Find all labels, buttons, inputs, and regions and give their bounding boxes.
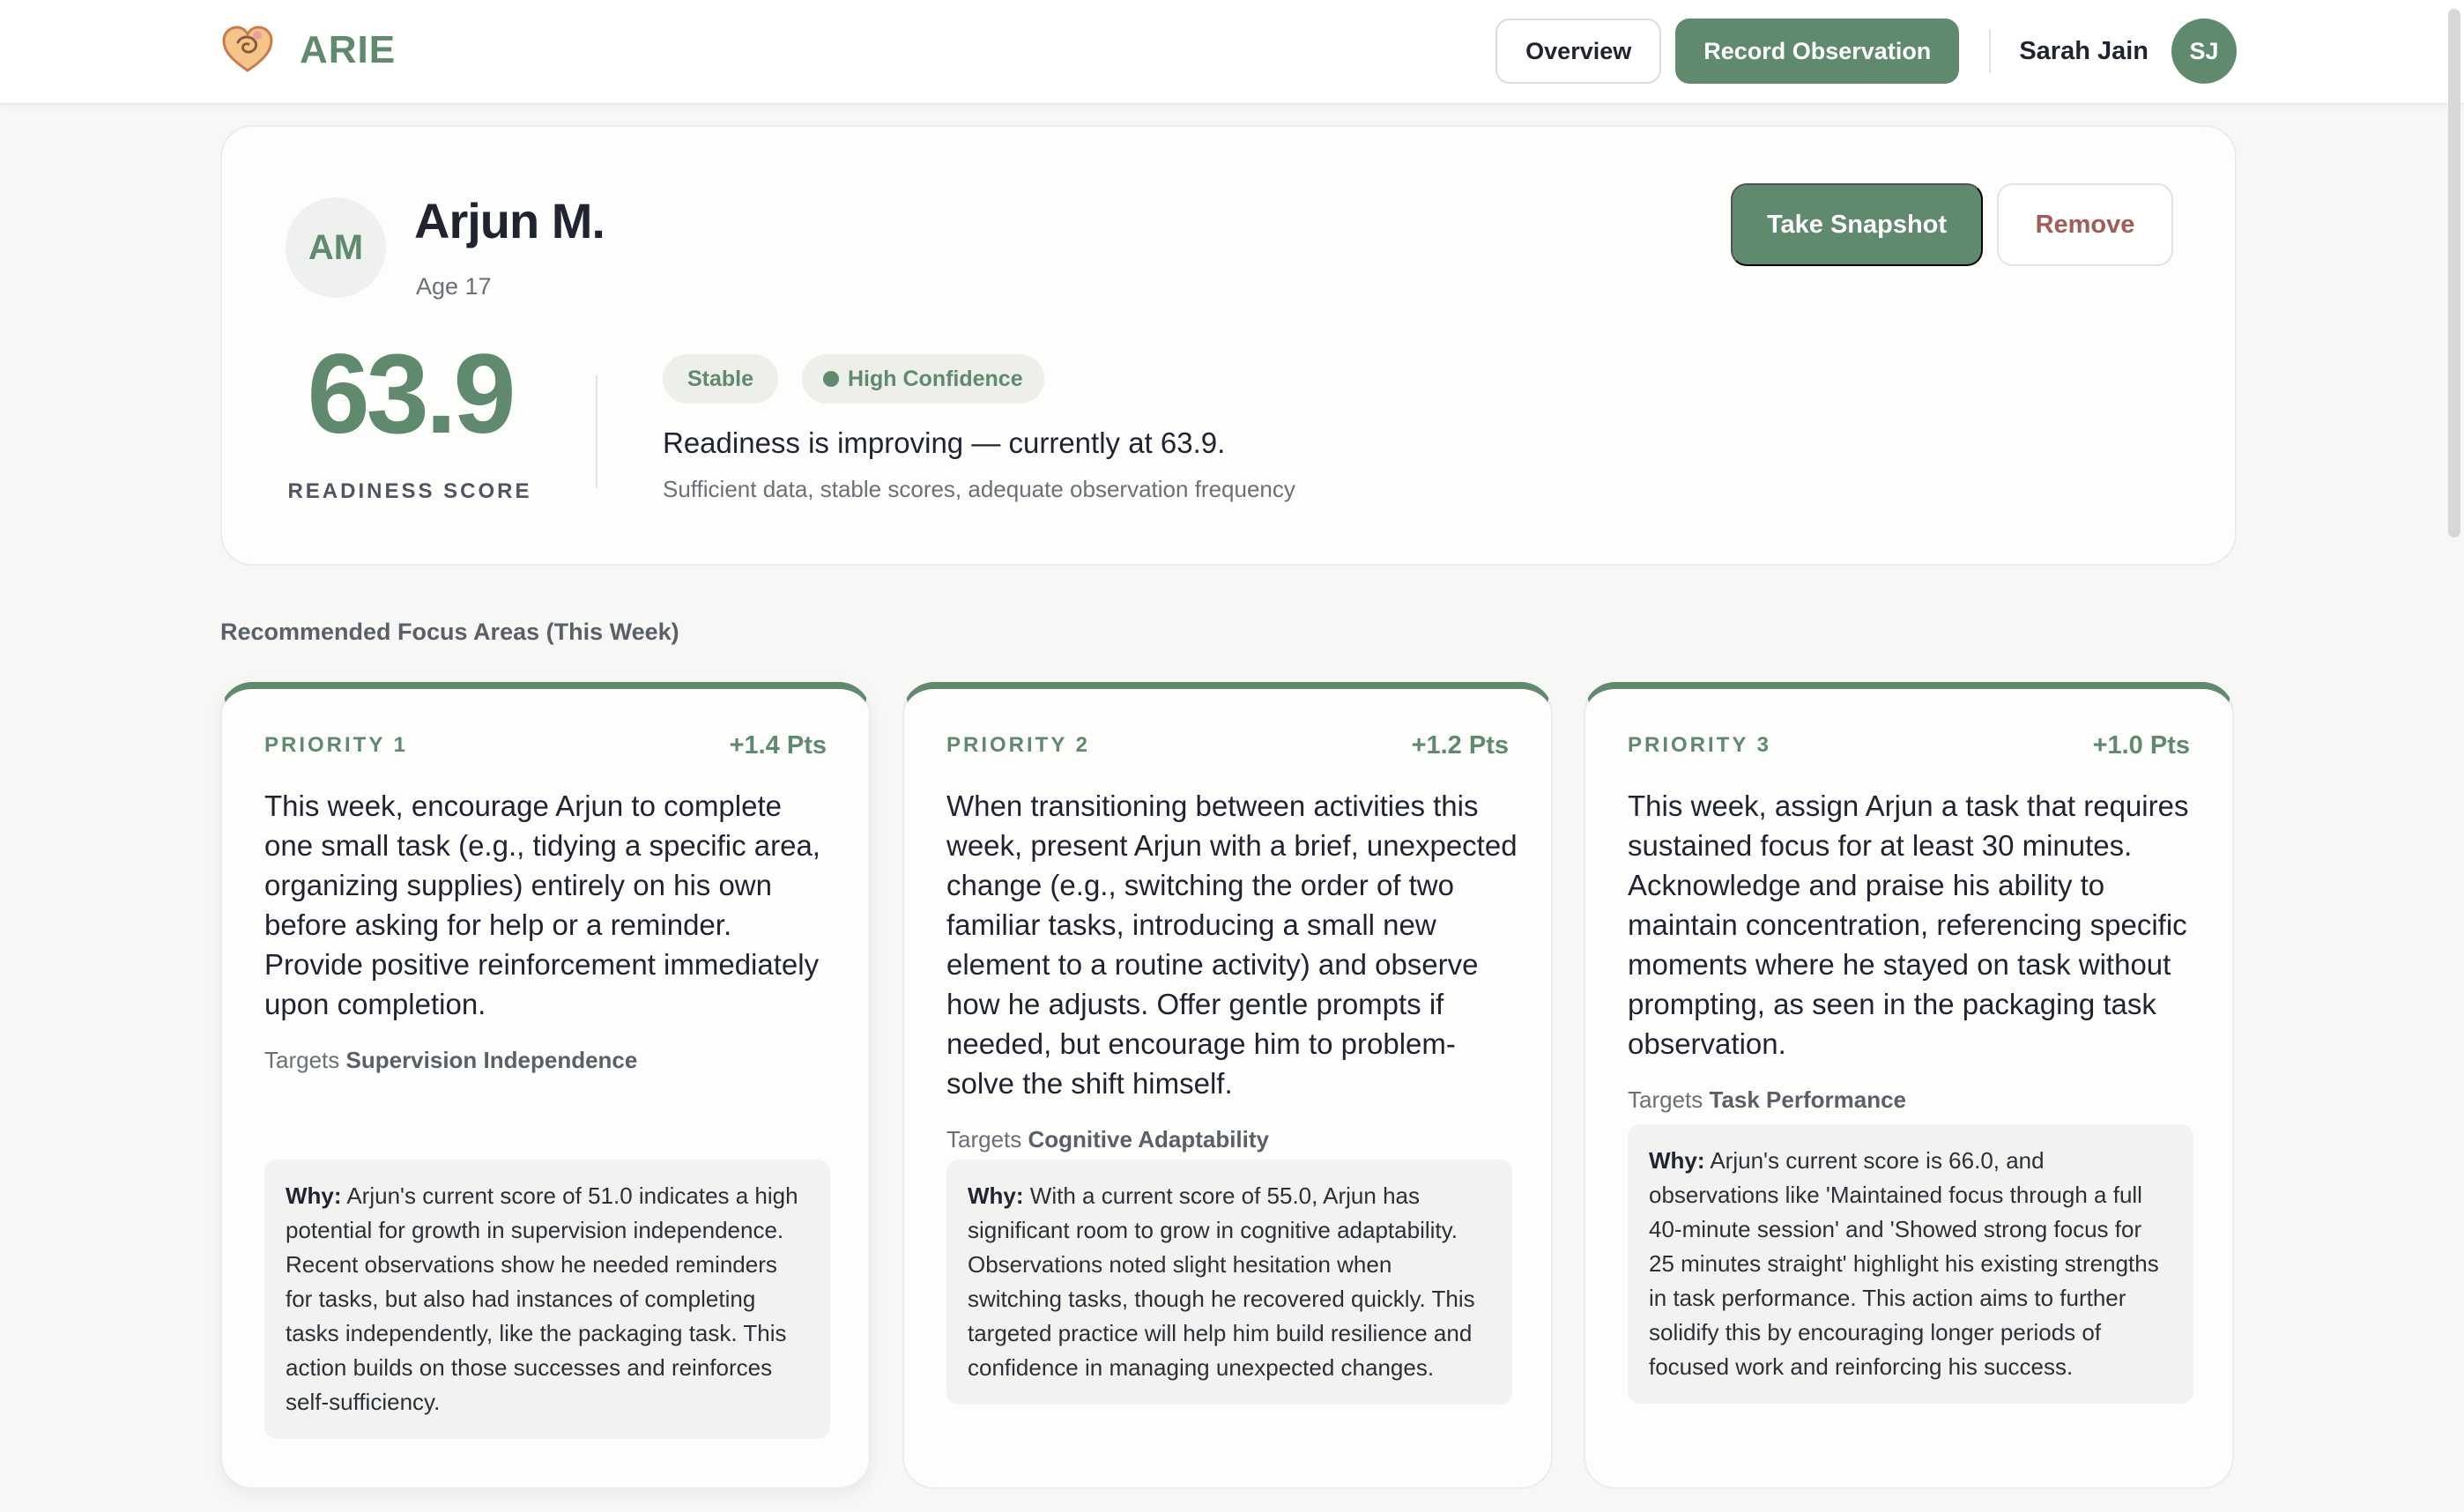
targets-prefix: Targets bbox=[1628, 1086, 1703, 1113]
target-area bbox=[1628, 1086, 1906, 1114]
why-label: Why: bbox=[968, 1182, 1024, 1209]
child-avatar: AM bbox=[286, 197, 386, 298]
why-explanation bbox=[264, 1160, 830, 1439]
focus-section-title: Recommended Focus Areas (This Week) bbox=[220, 619, 679, 645]
record-observation-button[interactable]: Record Observation bbox=[1675, 19, 1959, 84]
focus-card-priority-2[interactable] bbox=[902, 682, 1553, 1489]
score-divider bbox=[596, 375, 597, 488]
why-explanation bbox=[946, 1160, 1512, 1405]
child-age: Age 17 bbox=[416, 273, 492, 300]
brand-name: ARIE bbox=[300, 28, 397, 71]
targets-prefix: Targets bbox=[946, 1126, 1022, 1153]
why-text: With a current score of 55.0, Arjun has significant room to grow in cognitive adaptability. Observations noted slight hesitation when switching tasks, though he recovered quickly. This targeted practice will help him build resilience and confidence in managing unexpected changes. bbox=[968, 1182, 1475, 1381]
trend-summary: Readiness is improving — currently at 63.9. bbox=[663, 426, 1226, 459]
status-badge-label: Stable bbox=[687, 366, 754, 391]
readiness-score-value: 63.9 bbox=[307, 331, 513, 457]
why-text: Arjun's current score of 51.0 indicates a high potential for growth in supervision independence. Recent observations show he needed reminders for tasks, but also had instances of completing tasks independently, like the packaging task. This action builds on those successes and reinforces self-sufficiency. bbox=[286, 1182, 798, 1415]
readiness-score-label: READINESS SCORE bbox=[287, 479, 532, 503]
remove-button[interactable]: Remove bbox=[1997, 183, 2173, 266]
trend-detail: Sufficient data, stable scores, adequate observation frequency bbox=[663, 476, 1295, 502]
points-gain: +1.4 Pts bbox=[729, 731, 827, 760]
priority-label: PRIORITY 1 bbox=[264, 733, 408, 757]
focus-card-priority-3[interactable] bbox=[1584, 682, 2234, 1489]
target-name: Cognitive Adaptability bbox=[1028, 1126, 1269, 1153]
priority-label: PRIORITY 3 bbox=[1628, 733, 1771, 757]
overview-button[interactable]: Overview bbox=[1495, 19, 1661, 84]
header-actions bbox=[1495, 19, 2237, 84]
targets-prefix: Targets bbox=[264, 1047, 340, 1073]
points-gain: +1.0 Pts bbox=[2092, 731, 2190, 760]
priority-label: PRIORITY 2 bbox=[946, 733, 1090, 757]
user-avatar[interactable]: SJ bbox=[2171, 19, 2237, 84]
child-name: Arjun M. bbox=[414, 193, 605, 248]
top-navigation-bar bbox=[0, 0, 2464, 104]
why-label: Why: bbox=[286, 1182, 342, 1209]
scrollbar-thumb[interactable] bbox=[2448, 9, 2460, 537]
user-name[interactable]: Sarah Jain bbox=[2019, 36, 2149, 65]
points-gain: +1.2 Pts bbox=[1411, 731, 1509, 760]
target-name: Supervision Independence bbox=[345, 1047, 638, 1073]
action-text: This week, encourage Arjun to complete one small task (e.g., tidying a specific area, organizing supplies) entirely on his own before asking for help or a reminder. Provide positive reinforcement immediately upon completion. bbox=[264, 789, 820, 1020]
take-snapshot-button[interactable]: Take Snapshot bbox=[1731, 183, 1983, 266]
target-area bbox=[946, 1126, 1269, 1153]
target-name: Task Performance bbox=[1709, 1086, 1907, 1113]
brand[interactable] bbox=[220, 23, 396, 78]
confidence-badge-label: High Confidence bbox=[848, 366, 1023, 391]
heart-logo-icon bbox=[220, 23, 275, 78]
confidence-dot-icon bbox=[823, 371, 839, 387]
focus-card-priority-1[interactable] bbox=[220, 682, 871, 1489]
why-explanation bbox=[1628, 1124, 2193, 1404]
nav-divider bbox=[1989, 29, 1991, 73]
action-text: When transitioning between activities this week, present Arjun with a brief, unexpected change (e.g., switching the order of two familiar tasks, introducing a small new element to a routine activity) and observe how he adjusts. Offer gentle prompts if needed, but encourage him to problem-solve the shift himself. bbox=[946, 789, 1518, 1100]
target-area bbox=[264, 1047, 637, 1074]
why-label: Why: bbox=[1649, 1147, 1705, 1174]
action-text: This week, assign Arjun a task that requires sustained focus for at least 30 minutes. Acknowledge and praise his ability to maintain concentration, referencing specific moments where he stayed on task without prompting, as seen in the packaging task observation. bbox=[1628, 789, 2189, 1060]
confidence-badge bbox=[802, 354, 1044, 404]
why-text: Arjun's current score is 66.0, and observations like 'Maintained focus through a full 40-minute session' and 'Showed strong focus for 25 minutes straight' highlight his existing strengths in task performance. This action aims to further solidify this by encouraging longer periods of focused work and reinforcing his success. bbox=[1649, 1147, 2159, 1380]
child-profile-card bbox=[220, 125, 2237, 566]
status-badge bbox=[663, 354, 778, 404]
